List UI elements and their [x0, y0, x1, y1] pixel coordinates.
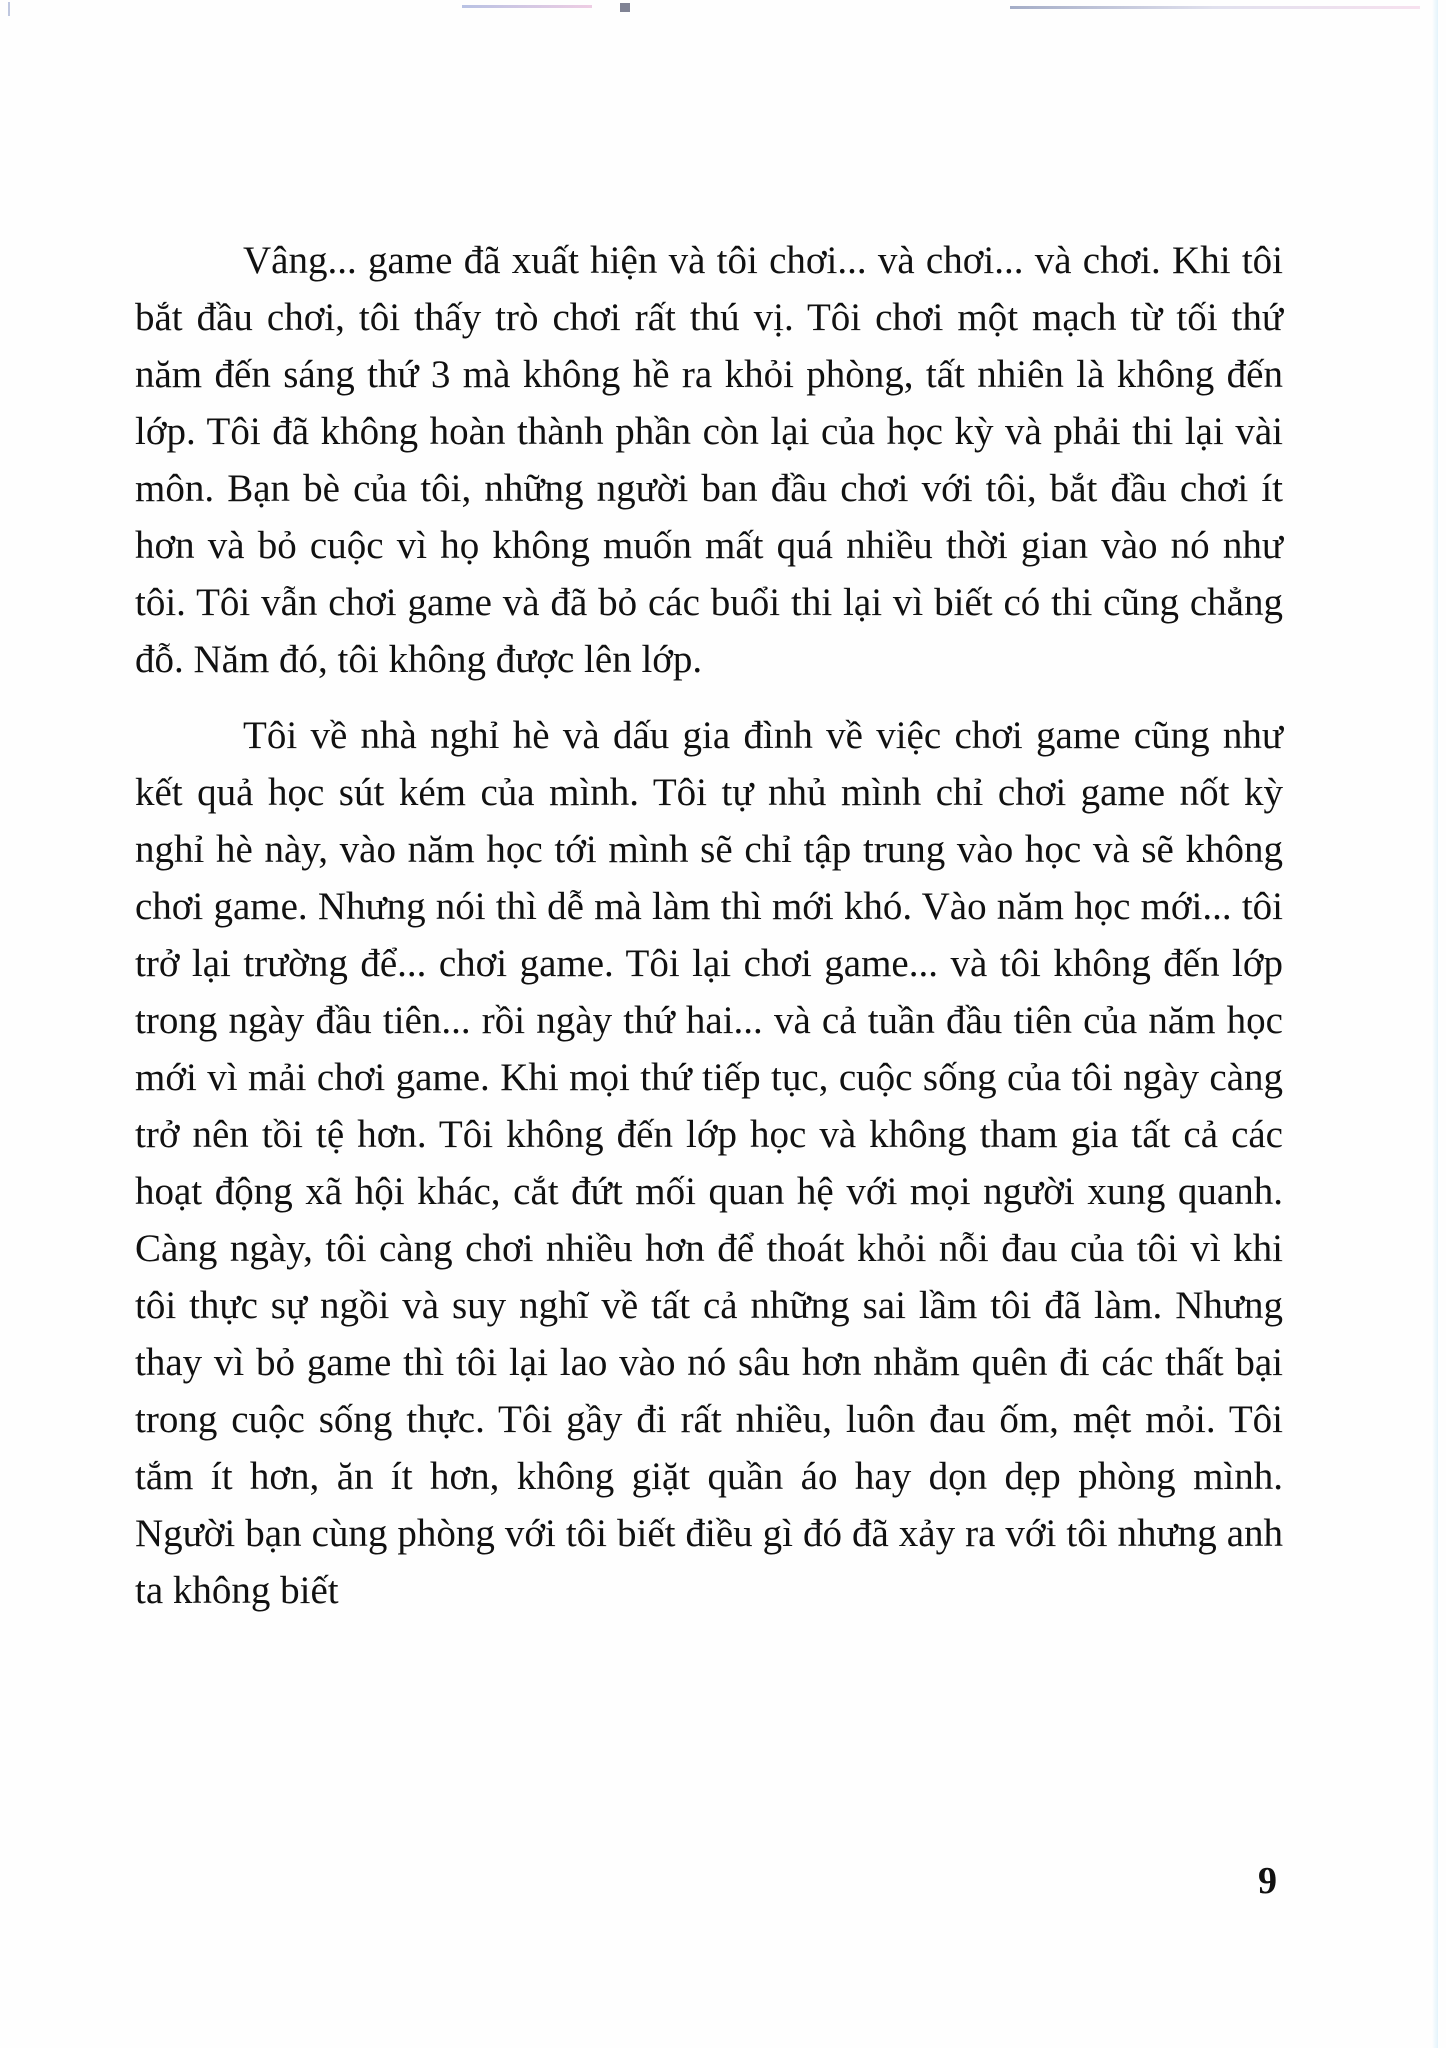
scan-artifact: [1010, 6, 1420, 9]
paragraph-1: Vâng... game đã xuất hiện và tôi chơi... và chơi... và chơi. Khi tôi bắt đầu chơi, tôi thấy trò chơi rất thú vị. Tôi chơi một mạch từ tối thứ năm đến sáng thứ 3 mà không hề ra khỏi phòng, tất nhiên là không đến lớp. Tôi đã không hoàn thành phần còn lại của học kỳ và phải thi lại vài môn. Bạn bè của tôi, những người ban đầu chơi với tôi, bắt đầu chơi ít hơn và bỏ cuộc vì họ không muốn mất quá nhiều thời gian vào nó như tôi. Tôi vẫn chơi game và đã bỏ các buổi thi lại vì biết có thi cũng chẳng đỗ. Năm đó, tôi không được lên lớp.: [135, 239, 1283, 681]
scan-artifact: [462, 5, 592, 8]
body-text: [135, 232, 1283, 1619]
scan-artifact: [8, 2, 10, 16]
paragraph-2: Tôi về nhà nghỉ hè và dấu gia đình về việc chơi game cũng như kết quả học sút kém của mình. Tôi tự nhủ mình chỉ chơi game nốt kỳ nghỉ hè này, vào năm học tới mình sẽ chỉ tập trung vào học và sẽ không chơi game. Nhưng nói thì dễ mà làm thì mới khó. Vào năm học mới... tôi trở lại trường để... chơi game. Tôi lại chơi game... và tôi không đến lớp trong ngày đầu tiên... rồi ngày thứ hai... và cả tuần đầu tiên của năm học mới vì mải chơi game. Khi mọi thứ tiếp tục, cuộc sống của tôi ngày càng trở nên tồi tệ hơn. Tôi không đến lớp học và không tham gia tất cả các hoạt động xã hội khác, cắt đứt mối quan hệ với mọi người xung quanh. Càng ngày, tôi càng chơi nhiều hơn để thoát khỏi nỗi đau của tôi vì khi tôi thực sự ngồi và suy nghĩ về tất cả những sai lầm tôi đã làm. Nhưng thay vì bỏ game thì tôi lại lao vào nó sâu hơn nhằm quên đi các thất bại trong cuộc sống thực. Tôi gầy đi rất nhiều, luôn đau ốm, mệt mỏi. Tôi tắm ít hơn, ăn ít hơn, không giặt quần áo hay dọn dẹp phòng mình. Người bạn cùng phòng với tôi biết điều gì đó đã xảy ra với tôi nhưng anh ta không biết: [135, 714, 1283, 1612]
page-edge-shadow: [1432, 0, 1438, 2048]
page-number: 9: [1258, 1860, 1277, 1902]
scan-artifact: [620, 3, 630, 12]
